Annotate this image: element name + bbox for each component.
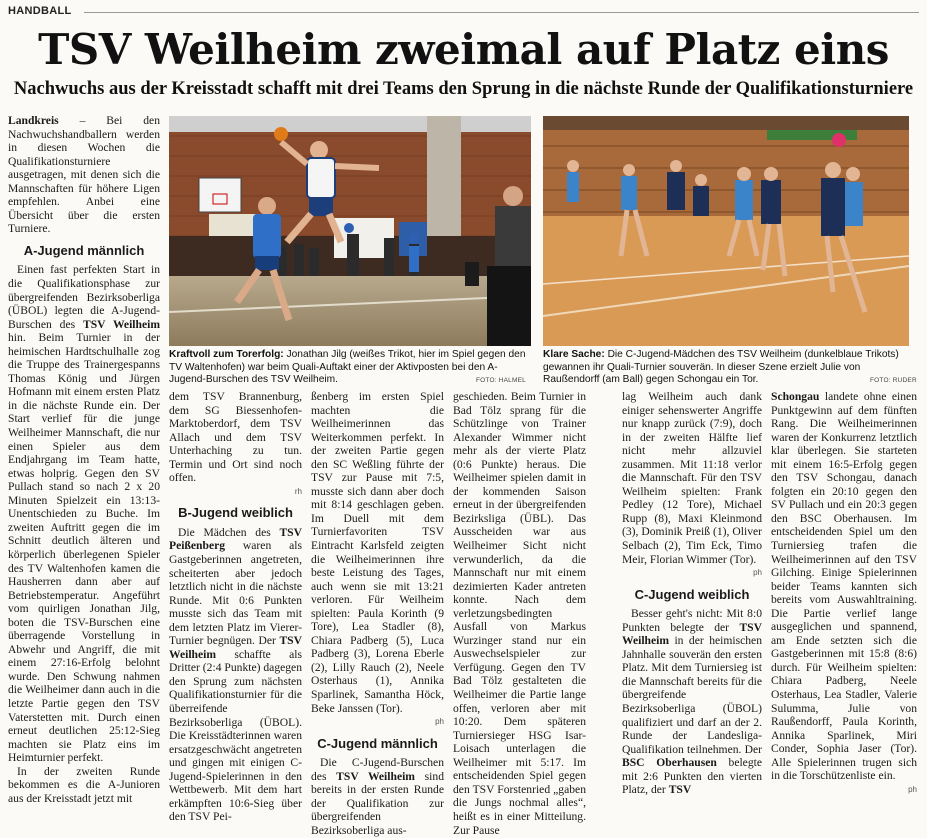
- col6-paragraph: Schongau landete ohne einen Punktgewinn auf dem fünften Rang. Die Weilheimerinnen waren der Konkurrenz letztlich klar überlegen. Sie starteten mit einem 16:5-Erfolg gegen den TSV Schongau, danach folgten ein 20:10 gegen den SV Pullach und ein 20:3 gegen den BSC Oberhausen. Im entscheidenden Spiel um den Turniersieg trafen die Weilheimerinnen auf den TSV Gilching. Einige Spielerinnen beider Teams kannten sich bereits vom Auswahltraining. Die Partie verlief lange ausgeglichen und spannend, am Ende setzten sich die Gastgeberinnen mit 15:8 (8:6) durch. Für Weilheim spielten: Chiara Padberg, Neele Osterhaus, Lea Stadler, Valerie Sulumma, Julie von Raußendorff, Paula Korinth, Annika Sparlinek, Miri Conder, Sophia Jaser (Tor). Alle Spielerinnen trugen sich in die Torschützenliste ein.: [771, 390, 917, 783]
- column-1: [8, 114, 160, 805]
- photo-handball-girls: [543, 116, 909, 346]
- column-2: [169, 390, 302, 824]
- headline: TSV Weilheim zweimal auf Platz eins: [38, 25, 889, 74]
- author-sig-ph-2: ph: [753, 568, 762, 578]
- section-c-jugend-m-title: C-Jugend männlich: [317, 735, 438, 751]
- intro-paragraph: Landkreis – Bei den Nachwuchshandballern werden in diesen Wochen die Qualifikationsturniere ausgetragen, mit denen sich die Mannschaften für höhere Ligen empfehlen. Anbei eine Übersicht über die ersten Turniere.: [8, 114, 160, 236]
- a-jugend-paragraph-2: In der zweiten Runde bekommen es die A-Junioren aus der Kreisstadt jetzt mit: [8, 764, 160, 805]
- subheadline: Nachwuchs aus der Kreisstadt schafft mit drei Teams den Sprung in die nächste Runde der Qualifikationsturniere: [13, 79, 914, 99]
- author-sig-rh: rh: [294, 486, 302, 496]
- author-sig-ph-3: ph: [908, 784, 917, 794]
- c-jugend-w-paragraph: Besser geht's nicht: Mit 8:0 Punkten belegte der TSV Weilheim in der heimischen Jahnhalle souverän den ersten Platz. Mit dem Turniersieg ist die Mannschaft bereits für die übergreifende Bezirksoberliga (ÜBOL) qualifiziert und darf an der 2. Runde der Landesliga-Qualifikation teilnehmen. Der BSC Oberhausen belegte mit 2:6 Punkten den vierten Platz, der TSV: [622, 607, 762, 797]
- column-5: [622, 390, 762, 797]
- column-6: [771, 390, 917, 796]
- column-3: [311, 390, 444, 838]
- photo-1-credit: FOTO: HALMEL: [476, 377, 526, 384]
- photo-handball-boys: [169, 116, 531, 346]
- section-a-jugend-title: A-Jugend männlich: [23, 242, 145, 258]
- col2-paragraph: dem TSV Brannenburg, dem SG Biessenhofen-Marktoberdorf, dem TSV Allach und dem TSV Unterhaching zu tun. Termin und Ort sind noch offen.: [169, 390, 302, 485]
- col3-paragraph: ßenberg im ersten Spiel machten die Weilheimerinnen das Weiterkommen perfekt. In der zweiten Partie gegen den SC Weßling führte der TSV zur Pause mit 7:5, musste sich dann aber doch mit 8:14 geschlagen geben. Im Duell mit dem Turnierfavoriten TSV Eintracht Karlsfeld zeigten die Weilheimerinnen ihre beste Leistung des Tages, auch wenn sie mit 13:21 verloren. Für Weilheim spielten: Paula Korinth (9 Tore), Lea Stadler (8), Chiara Padberg (5), Luca Padberg (3), Lorena Eberle (2), Lilly Rauch (2), Neele Osterhaus (1), Annika Sparlinek, Samantha Höck, Beke Janssen (Tor).: [311, 390, 444, 715]
- photo-1-caption: Kraftvoll zum Torerfolg: Jonathan Jilg (weißes Trikot, hier im Spiel gegen den TV Waltenhofen) war beim Quali-Auftakt einer der Aktivposten bei den A-Jugend-Burschen des TSV Weilheim.: [169, 349, 526, 386]
- top-rule: [84, 12, 919, 13]
- col5-paragraph: lag Weilheim auch dank einiger sehenswerter Angriffe nur knapp zurück (7:9), doch in der zweiten Hälfte lief nicht mehr allzuviel zusammen. Mit 11:18 verlor die Mannschaft. Für den TSV Weilheim spielten: Frank Pedley (12 Tore), Michael Rupp (8), Maxi Kleinmond (3), Dominik Preiß (1), Oliver Selbach (2), Tim Eck, Timo Meir, Florian Wimmer (Tor).: [622, 390, 762, 566]
- intro-place: Landkreis: [8, 114, 59, 127]
- c-jugend-m-paragraph: Die C-Jugend-Burschen des TSV Weilheim sind bereits in der ersten Runde der Qualifikation zur übergreifenden Bezirksoberliga aus-: [311, 756, 444, 837]
- column-4: [453, 390, 586, 837]
- col4-paragraph: geschieden. Beim Turnier in Bad Tölz sprang für die Schützlinge von Trainer Alexander Wimmer nicht mehr als der vierte Platz (0:6 Punkte) heraus. Die Weilheimer spielen damit in der kommenden Saison erneut in der übergreifenden Bezirksliga (ÜBL). Das Ausscheiden war aus Weilheimer Sicht nicht verwunderlich, da die Mannschaft nur mit einem dezimierten Kader antreten konnte. Nach dem verletzungsbedingten Ausfall von Markus Wurzinger stand nur ein Auswechselspieler zur Verfügung. Gegen den TV Bad Tölz gestalteten die Weilheimer die Partie lange offen, verloren aber mit 10:20. Dem späteren Turniersieger HSG Isar-Loisach unterlagen die Weilheimer mit 5:17. Im entscheidenden Spiel gegen den TSV Forstenried „gaben die Jungs nochmal alles“, heißt es in einer Mitteilung. Zur Pause: [453, 390, 586, 837]
- photo-handball-boys-illustration: [169, 116, 531, 346]
- photo-2-credit: FOTO: RUDER: [870, 377, 917, 384]
- b-jugend-paragraph: Die Mädchen des TSV Peißenberg waren als Gastgeberinnen angetreten, scheiterten aber jedoch letztlich nicht in die nächste Runde. Mit 0:6 Punkten musste sich das Team mit dem letzten Platz im Vierer-Turnier begnügen. Der TSV Weilheim schaffte als Dritter (2:4 Punkte) dagegen den Sprung zum nächsten Qualifikationsturnier für die überreifende Bezirksoberliga (ÜBOL). Die Kreisstädterinnen waren ersatzgeschwächt angetreten und gingen mit einigen C-Jugend-Spielerinnen in den Wettbewerb. Mit dem hart erkämpften 10:6-Sieg über den TSV Pei-: [169, 525, 302, 824]
- photo-2-caption: Klare Sache: Die C-Jugend-Mädchen des TSV Weilheim (dunkelblaue Trikots) gewannen ihr Quali-Turnier souverän. In dieser Szene erzielt Julie von Raußendorff (am Ball) gegen Schongau ein Tor.: [543, 349, 899, 386]
- section-kicker: HANDBALL: [8, 5, 72, 17]
- section-b-jugend-title: B-Jugend weiblich: [178, 505, 293, 521]
- a-jugend-paragraph: Einen fast perfekten Start in die Qualifikationsphase zur übergreifenden Bezirksoberliga (ÜBOL) legten die A-Jugend-Burschen des TSV Weilheim hin. Beim Turnier in der heimischen Hardtschulhalle zog die Truppe des Trainergespanns Thomas König und Jürgen Hofmann mit einem ersten Platz in die nächste Runde ein. Der Start verlief für die junge Weilheimer Mannschaft, die nur einen Spieler aus dem Endjahrgang im Team hatte, etwas holprig. Gegen den SV Pullach stand so nach 2 x 20 Minuten Spielzeit ein 13:13-Unentschieden zu Buche. Im zweiten Auftritt gegen die im Schnitt deutlich älteren und körperlich überlegenen Spieler des TV Waltenhofen kamen die Hausherren dann aber auf Betriebstemperatur. Angeführt vom quirligen Jonathan Jilg, boten die TSV-Burschen eine überragende Vorstellung in Abwehr und Angriff, die mit einem 27:16-Erfolg belohnt wurde. Den Schwung nahmen die Weilheimer dann auch in die letzte Partie gegen den TSV Vaterstetten mit. Durch einen erneut deutlichen 25:12-Sieg machten sie Platz eins im Heimturnier perfekt.: [8, 263, 160, 765]
- section-c-jugend-w-title: C-Jugend weiblich: [634, 586, 750, 602]
- photo-handball-girls-illustration: [543, 116, 909, 346]
- author-sig-ph-1: ph: [435, 717, 444, 727]
